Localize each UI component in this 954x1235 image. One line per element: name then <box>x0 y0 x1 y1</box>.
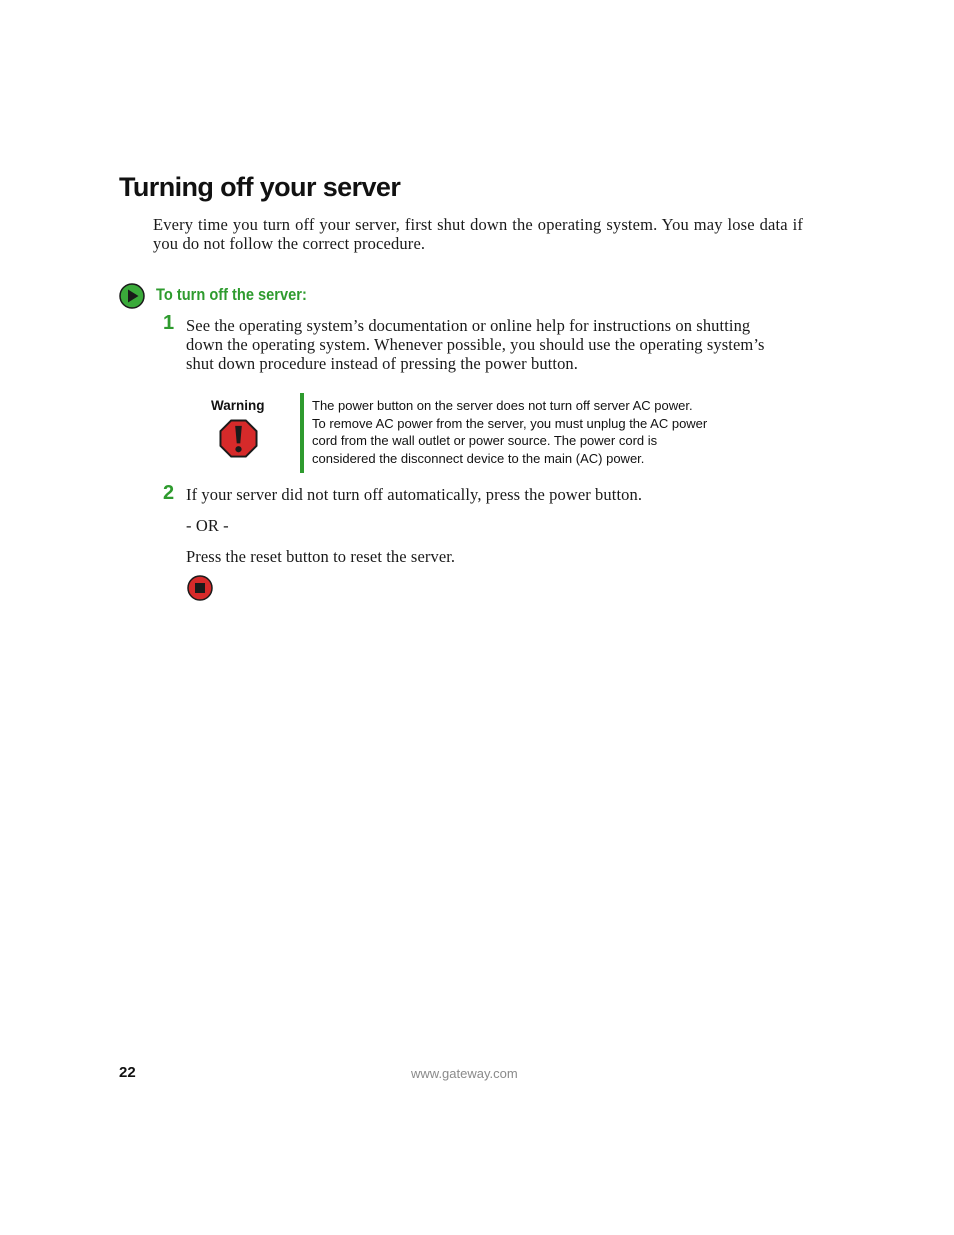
warning-text <box>312 397 752 467</box>
footer-url[interactable]: www.gateway.com <box>411 1066 518 1081</box>
stop-square-icon <box>187 575 213 601</box>
play-arrow-icon <box>119 283 145 309</box>
page-number: 22 <box>119 1064 136 1081</box>
warning-line: considered the disconnect device to the main (AC) power. <box>312 450 645 466</box>
step-or-separator: - OR - <box>186 516 229 535</box>
warning-line: To remove AC power from the server, you must unplug the AC power <box>312 415 708 431</box>
warning-divider <box>300 393 304 473</box>
warning-line: The power button on the server does not turn off server AC power. <box>312 398 693 413</box>
step-alternative-text: Press the reset button to reset the server. <box>186 547 456 566</box>
step-line: See the operating system’s documentation or online help for instructions on shutting <box>186 316 751 335</box>
intro-paragraph: Every time you turn off your server, first shut down the operating system. You may lose data if you do not follow the correct procedure. <box>153 215 803 253</box>
step-text <box>186 316 806 373</box>
step-number: 2 <box>163 482 175 504</box>
step-line: shut down procedure instead of pressing the power button. <box>186 354 578 373</box>
step-number: 1 <box>163 312 175 334</box>
procedure-heading: To turn off the server: <box>156 285 307 304</box>
page-title: Turning off your server <box>119 172 401 202</box>
stop-warning-icon <box>219 419 258 458</box>
step-line: down the operating system. Whenever possible, you should use the operating system’s <box>186 335 765 354</box>
warning-label: Warning <box>211 398 265 413</box>
warning-line: cord from the wall outlet or power source. The power cord is <box>312 433 658 448</box>
step-text: If your server did not turn off automatically, press the power button. <box>186 485 643 504</box>
